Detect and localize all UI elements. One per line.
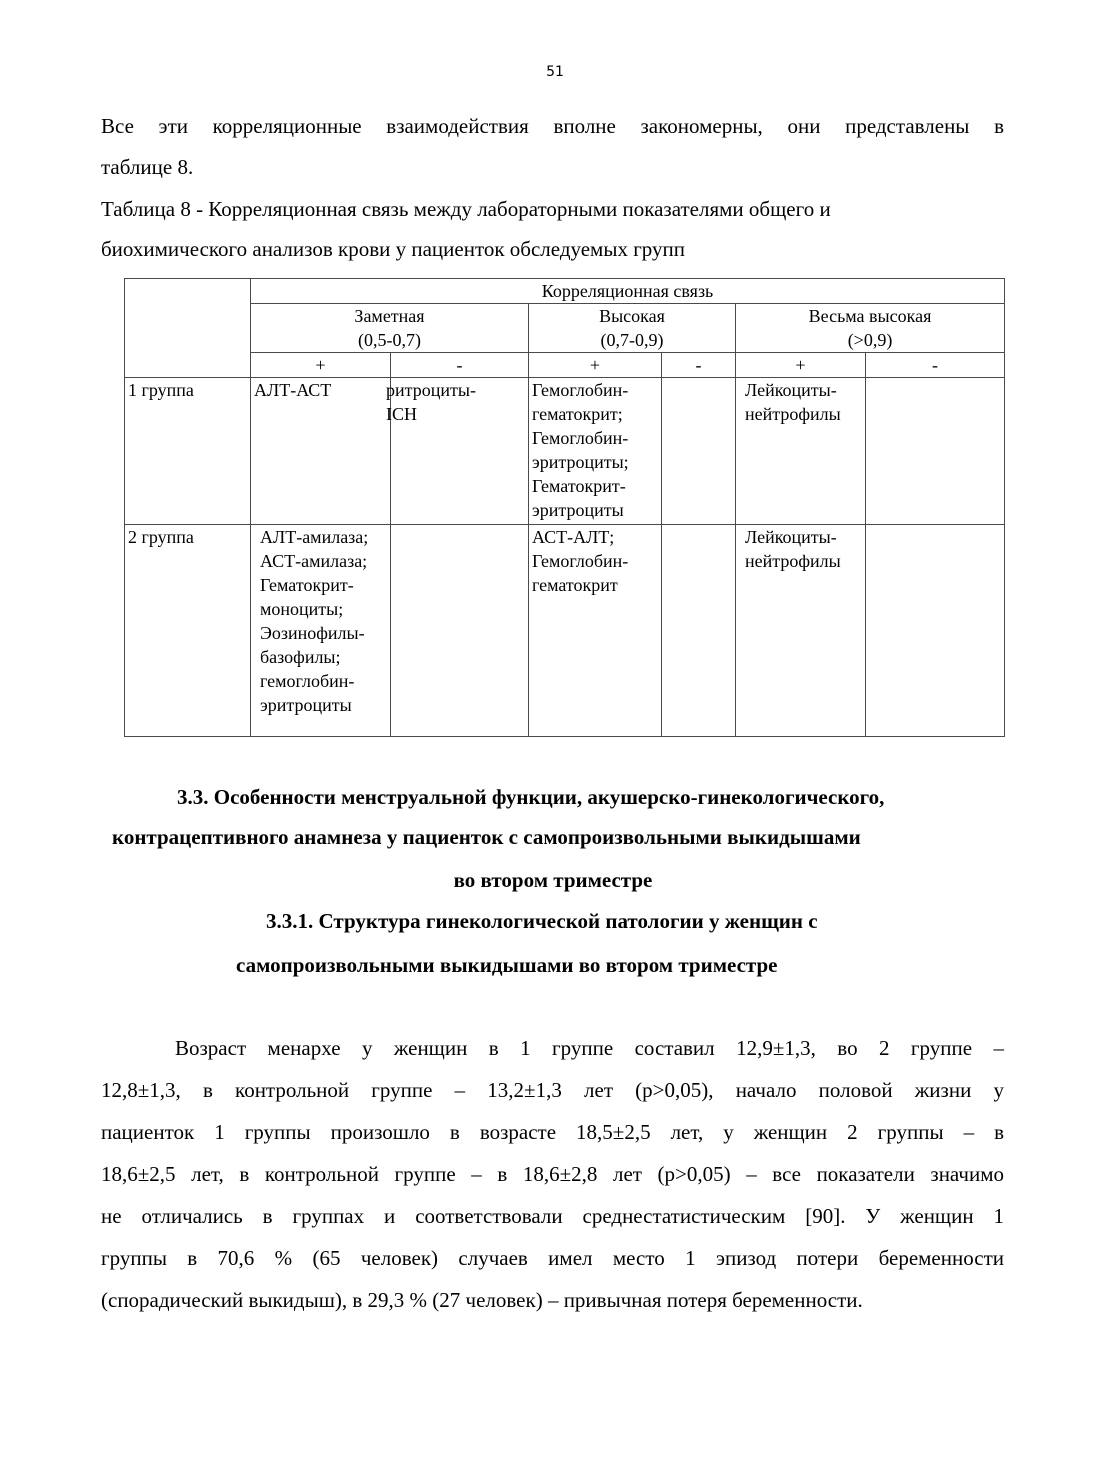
data-cell (866, 525, 1005, 737)
cell-line: АЛТ-АСТ (254, 380, 332, 400)
cell-line: АЛТ-амилаза; (260, 527, 369, 547)
group-range: (>0,9) (847, 330, 893, 350)
section-heading-line: во втором триместре (453, 868, 653, 892)
data-cell (251, 378, 391, 525)
data-cell (662, 525, 736, 737)
body-line: 12,8±1,3, в контрольной группе – 13,2±1,3 лет (р>0,05), начало половой жизни у (101, 1078, 1004, 1102)
data-cell (251, 525, 391, 737)
cell-line: ICH (386, 404, 417, 424)
correlation-table (124, 278, 1005, 737)
cell-line: Гематокрит- (260, 575, 354, 595)
group-name: Заметная (354, 306, 425, 326)
table-corner-cell (125, 279, 251, 378)
group-range: (0,7-0,9) (600, 330, 664, 350)
sign-cell: + (529, 353, 662, 378)
data-cell (386, 378, 529, 525)
cell-line: моноциты; (260, 599, 344, 619)
cell-line: АСТ-амилаза; (260, 551, 368, 571)
body-line: (спорадический выкидыш), в 29,3 % (27 человек) – привычная потеря беременности. (101, 1288, 863, 1312)
data-cell (736, 378, 866, 525)
header-group-very-high (736, 304, 1005, 353)
cell-line: базофилы; (260, 647, 341, 667)
table-row (125, 378, 1005, 525)
subsection-heading-line: самопроизвольными выкидышами во втором триместре (236, 953, 778, 977)
data-cell (529, 378, 662, 525)
caption-line: Таблица 8 - Корреляционная связь между лабораторными показателями общего и (101, 197, 831, 221)
cell-line: гематокрит (532, 575, 618, 595)
group-name: Весьма высокая (808, 306, 932, 326)
section-heading-line: 3.3. Особенности менструальной функции, акушерско-гинекологического, (177, 785, 885, 809)
cell-line: Лейкоциты- (745, 527, 837, 547)
cell-line: Гемоглобин- (532, 551, 629, 571)
data-cell (662, 378, 736, 525)
cell-line: Гематокрит- (532, 476, 626, 496)
cell-line: Лейкоциты- (745, 380, 837, 400)
table-row (125, 525, 1005, 737)
data-cell (391, 525, 529, 737)
sign-cell: - (391, 353, 529, 378)
data-cell (736, 525, 866, 737)
cell-line: гемоглобин- (260, 671, 355, 691)
row-label: 1 группа (125, 378, 251, 525)
header-group-notable (251, 304, 529, 353)
cell-line: эритроциты (532, 500, 624, 520)
cell-line: нейтрофилы (745, 551, 841, 571)
group-range: (0,5-0,7) (358, 330, 421, 350)
sign-cell: - (662, 353, 736, 378)
cell-line: Гемоглобин- (532, 428, 629, 448)
data-cell (529, 525, 662, 737)
intro-line: Все эти корреляционные взаимодействия вполне закономерны, они представлены в (101, 114, 1004, 138)
cell-line: ритроциты- (386, 380, 476, 400)
cell-line: эритроциты (260, 695, 352, 715)
body-line: 18,6±2,5 лет, в контрольной группе – в 18,6±2,8 лет (р>0,05) – все показатели значимо (101, 1162, 1004, 1186)
data-cell (866, 378, 1005, 525)
cell-line: АСТ-АЛТ; (532, 527, 615, 547)
body-line: группы в 70,6 % (65 человек) случаев имел место 1 эпизод потери беременности (101, 1246, 1004, 1270)
sign-cell: + (251, 353, 391, 378)
section-heading-line: контрацептивного анамнеза у пациенток с самопроизвольными выкидышами (112, 825, 861, 849)
sign-cell: + (736, 353, 866, 378)
caption-line: биохимического анализов крови у пациенток обследуемых групп (101, 237, 686, 261)
cell-line: Эозинофилы- (260, 623, 365, 643)
row-label: 2 группа (125, 525, 251, 737)
page-number: 51 (546, 64, 564, 80)
cell-line: нейтрофилы (745, 404, 841, 424)
cell-line: Гемоглобин- (532, 380, 629, 400)
body-line: не отличались в группах и соответствовали среднестатистическим [90]. У женщин 1 (101, 1204, 1004, 1228)
header-correlation: Корреляционная связь (251, 279, 1005, 304)
cell-line: эритроциты; (532, 452, 629, 472)
cell-line: гематокрит; (532, 404, 623, 424)
header-group-high (529, 304, 736, 353)
sign-cell: - (866, 353, 1005, 378)
body-line: Возраст менархе у женщин в 1 группе составил 12,9±1,3, во 2 группе – (175, 1036, 1004, 1060)
intro-line: таблице 8. (101, 155, 194, 179)
body-line: пациенток 1 группы произошло в возрасте 18,5±2,5 лет, у женщин 2 группы – в (101, 1120, 1004, 1144)
group-name: Высокая (599, 306, 665, 326)
subsection-heading-line: 3.3.1. Структура гинекологической патологии у женщин с (266, 909, 818, 933)
